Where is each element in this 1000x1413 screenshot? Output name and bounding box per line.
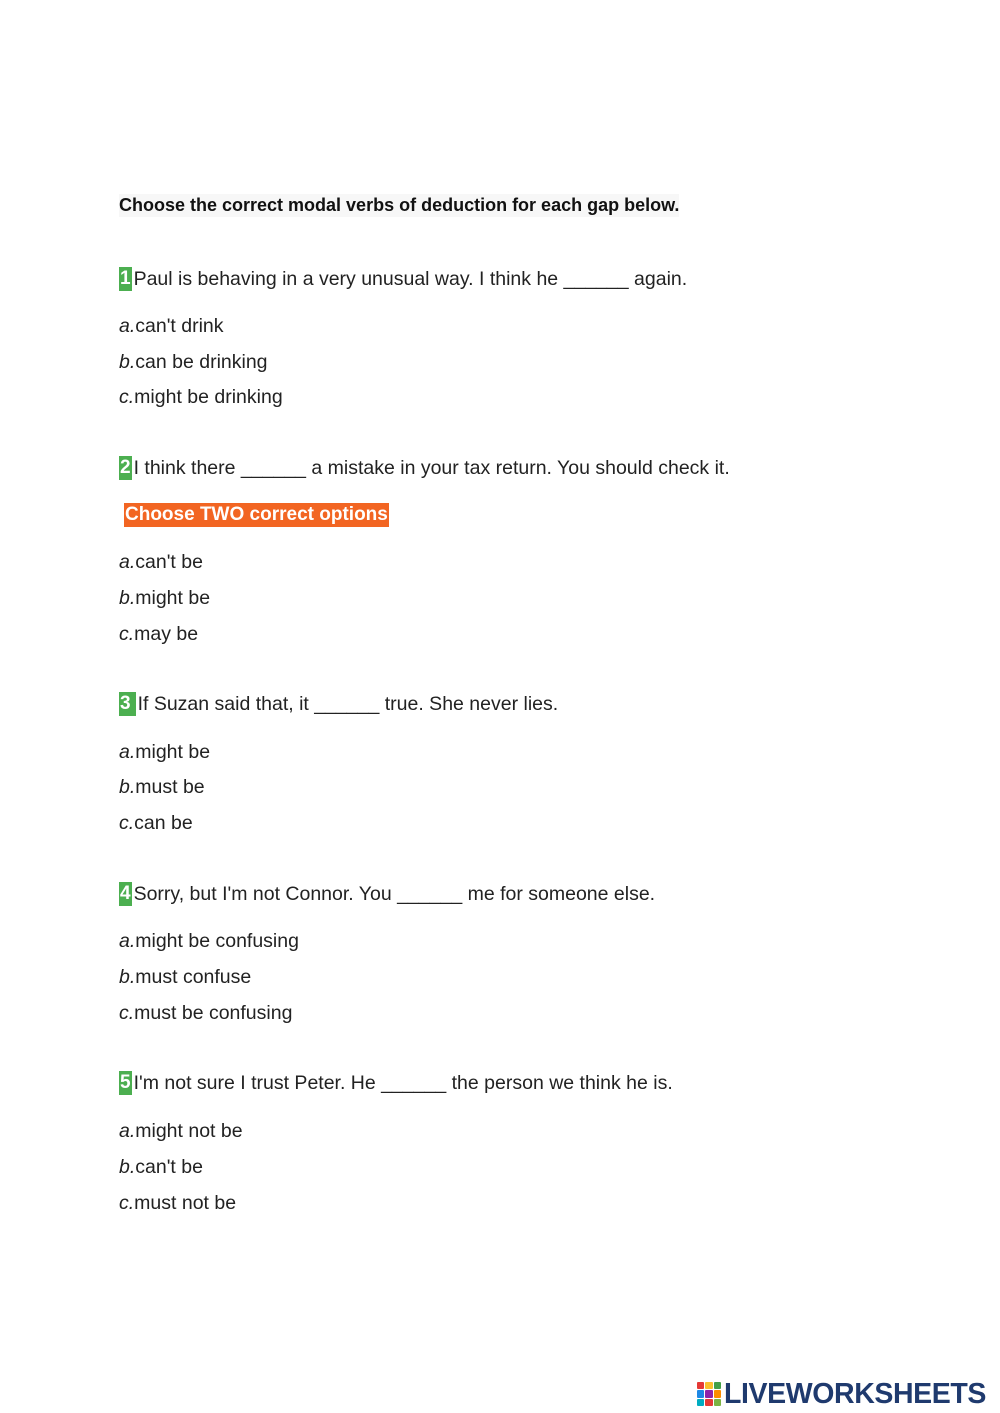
option-letter: c.: [119, 1002, 135, 1024]
option-text: can be: [134, 812, 193, 834]
question-2: [119, 456, 730, 480]
liveworksheets-logo[interactable]: [697, 1378, 986, 1410]
question-text: If Suzan said that, it ______ true. She never lies.: [137, 693, 559, 715]
logo-mark-square: [714, 1399, 721, 1406]
option-letter: b.: [119, 1156, 136, 1178]
option-text: can be drinking: [135, 351, 268, 373]
liveworksheets-logo-icon: [697, 1382, 721, 1406]
instructions: Choose the correct modal verbs of deduction for each gap below.: [119, 195, 680, 215]
option-letter: c.: [119, 623, 135, 645]
logo-mark-square: [714, 1390, 721, 1397]
option-letter: b.: [119, 587, 136, 609]
logo-mark-square: [705, 1382, 712, 1389]
question-number-badge: 2: [120, 457, 131, 478]
option-text: might be: [135, 587, 211, 609]
option-1b[interactable]: [119, 350, 268, 374]
option-letter: a.: [119, 315, 136, 337]
option-2a[interactable]: [119, 550, 203, 574]
question-text: Sorry, but I'm not Connor. You ______ me for someone else.: [133, 883, 656, 905]
option-text: might not be: [135, 1120, 243, 1142]
logo-mark-square: [705, 1390, 712, 1397]
option-letter: a.: [119, 741, 136, 763]
option-4b[interactable]: [119, 965, 251, 989]
option-text: can't drink: [135, 315, 224, 337]
logo-mark-square: [697, 1390, 704, 1397]
option-5a[interactable]: [119, 1119, 243, 1143]
option-letter: a.: [119, 551, 136, 573]
question-text: I'm not sure I trust Peter. He ______ the person we think he is.: [133, 1072, 673, 1094]
option-letter: c.: [119, 386, 135, 408]
question-text: I think there ______ a mistake in your tax return. You should check it.: [133, 457, 730, 479]
option-letter: a.: [119, 1120, 136, 1142]
logo-mark-square: [697, 1399, 704, 1406]
option-text: must be confusing: [134, 1002, 293, 1024]
option-text: might be confusing: [135, 930, 299, 952]
question-number-badge: 5: [120, 1072, 131, 1093]
option-2b[interactable]: [119, 586, 210, 610]
option-letter: c.: [119, 812, 135, 834]
logo-mark-square: [714, 1382, 721, 1389]
logo-mark-square: [705, 1399, 712, 1406]
option-letter: a.: [119, 930, 136, 952]
option-text: must confuse: [135, 966, 252, 988]
logo-mark-square: [697, 1382, 704, 1389]
option-3c[interactable]: [119, 811, 193, 835]
option-2c[interactable]: [119, 622, 198, 646]
choose-two-note: Choose TWO correct options: [125, 504, 388, 525]
option-1a[interactable]: [119, 314, 224, 338]
option-text: might be: [135, 741, 211, 763]
option-text: must not be: [134, 1192, 237, 1214]
option-text: might be drinking: [134, 386, 283, 408]
option-4c[interactable]: [119, 1001, 292, 1025]
option-5b[interactable]: [119, 1155, 203, 1179]
option-3a[interactable]: [119, 740, 210, 764]
question-4: [119, 882, 655, 906]
logo-text: LIVEWORKSHEETS: [724, 1378, 987, 1410]
option-1c[interactable]: [119, 385, 283, 409]
option-letter: b.: [119, 966, 136, 988]
question-number-badge: 3: [119, 692, 136, 716]
option-letter: b.: [119, 351, 136, 373]
question-3: [119, 692, 558, 716]
option-text: can't be: [135, 551, 203, 573]
question-5: [119, 1071, 673, 1095]
question-1: [119, 267, 687, 291]
question-text: Paul is behaving in a very unusual way. I think he ______ again.: [133, 268, 688, 290]
question-number-badge: 4: [120, 883, 131, 904]
option-5c[interactable]: [119, 1191, 236, 1215]
option-text: may be: [134, 623, 199, 645]
option-text: can't be: [135, 1156, 203, 1178]
option-3b[interactable]: [119, 775, 205, 799]
option-letter: c.: [119, 1192, 135, 1214]
option-text: must be: [135, 776, 205, 798]
question-number-badge: 1: [120, 268, 131, 289]
option-letter: b.: [119, 776, 136, 798]
option-4a[interactable]: [119, 929, 299, 953]
